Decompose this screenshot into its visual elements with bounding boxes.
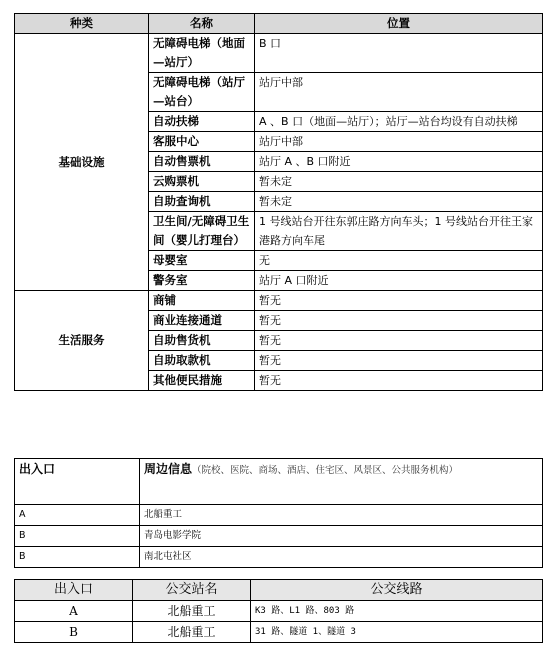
table-row [15, 291, 543, 311]
entrance-cell: A [15, 505, 140, 526]
surroundings-info-cell: 南北屯社区 [140, 547, 543, 568]
facility-location: 暂无 [255, 371, 543, 391]
facility-name: 客服中心 [149, 132, 255, 152]
facility-location: 暂无 [255, 311, 543, 331]
category-cell: 生活服务 [15, 291, 149, 391]
table-row [15, 622, 543, 643]
header-surroundings-subtitle: （院校、医院、商场、酒店、住宅区、风景区、公共服务机构） [192, 465, 459, 476]
bus-table-body [15, 580, 543, 643]
bus-stop-cell: 北船重工 [133, 622, 251, 643]
header-bus-entrance: 出入口 [15, 580, 133, 601]
facility-location: 1 号线站台开往东郭庄路方向车头；1 号线站台开往王家港路方向车尾 [255, 212, 543, 251]
header-surroundings [140, 459, 543, 505]
bus-lines-cell: 31 路、隧道 1、隧道 3 [251, 622, 543, 643]
bus-table [14, 579, 543, 643]
entrance-cell: B [15, 526, 140, 547]
facility-location: 暂未定 [255, 192, 543, 212]
header-category: 种类 [15, 14, 149, 34]
facility-location: 站厅中部 [255, 73, 543, 112]
bus-entrance-cell: A [15, 601, 133, 622]
facility-location: 站厅 A 口附近 [255, 271, 543, 291]
bus-header-row [15, 580, 543, 601]
entrance-cell: B [15, 547, 140, 568]
header-name: 名称 [149, 14, 255, 34]
facilities-table-body [15, 14, 543, 391]
bus-entrance-cell: B [15, 622, 133, 643]
facility-name: 其他便民措施 [149, 371, 255, 391]
facilities-header-row [15, 14, 543, 34]
facility-name: 云购票机 [149, 172, 255, 192]
surroundings-info-cell: 青岛电影学院 [140, 526, 543, 547]
header-bus-stop: 公交站名 [133, 580, 251, 601]
facility-name: 自助售货机 [149, 331, 255, 351]
facility-name: 警务室 [149, 271, 255, 291]
facility-name: 无障碍电梯（地面—站厅） [149, 34, 255, 73]
facility-location: 暂无 [255, 331, 543, 351]
facility-name: 商铺 [149, 291, 255, 311]
facility-location: 站厅中部 [255, 132, 543, 152]
facility-location: 暂无 [255, 351, 543, 371]
surroundings-info-cell: 北船重工 [140, 505, 543, 526]
table-row [15, 601, 543, 622]
facility-location: B 口 [255, 34, 543, 73]
surroundings-table [14, 458, 543, 568]
facility-name: 自动扶梯 [149, 112, 255, 132]
facility-name: 卫生间/无障碍卫生间（婴儿打理台） [149, 212, 255, 251]
facility-location: A 、B 口（地面—站厅）；站厅—站台均设有自动扶梯 [255, 112, 543, 132]
table-row [15, 505, 543, 526]
header-entrance: 出入口 [15, 459, 140, 505]
facility-name: 自助取款机 [149, 351, 255, 371]
facility-name: 自助查询机 [149, 192, 255, 212]
facility-location: 暂无 [255, 291, 543, 311]
table-row [15, 526, 543, 547]
facility-location: 暂未定 [255, 172, 543, 192]
surroundings-table-body [15, 459, 543, 568]
category-cell: 基础设施 [15, 34, 149, 291]
facility-location: 无 [255, 251, 543, 271]
bus-lines-cell: K3 路、L1 路、803 路 [251, 601, 543, 622]
facility-name: 自动售票机 [149, 152, 255, 172]
bus-stop-cell: 北船重工 [133, 601, 251, 622]
facility-location: 站厅 A 、B 口附近 [255, 152, 543, 172]
table-row [15, 547, 543, 568]
facilities-table [14, 13, 543, 391]
header-location: 位置 [255, 14, 543, 34]
table-row [15, 34, 543, 73]
facility-name: 母婴室 [149, 251, 255, 271]
header-surroundings-title: 周边信息 [144, 462, 193, 476]
surroundings-header-row [15, 459, 543, 505]
header-bus-lines: 公交线路 [251, 580, 543, 601]
facility-name: 无障碍电梯（站厅—站台） [149, 73, 255, 112]
facility-name: 商业连接通道 [149, 311, 255, 331]
